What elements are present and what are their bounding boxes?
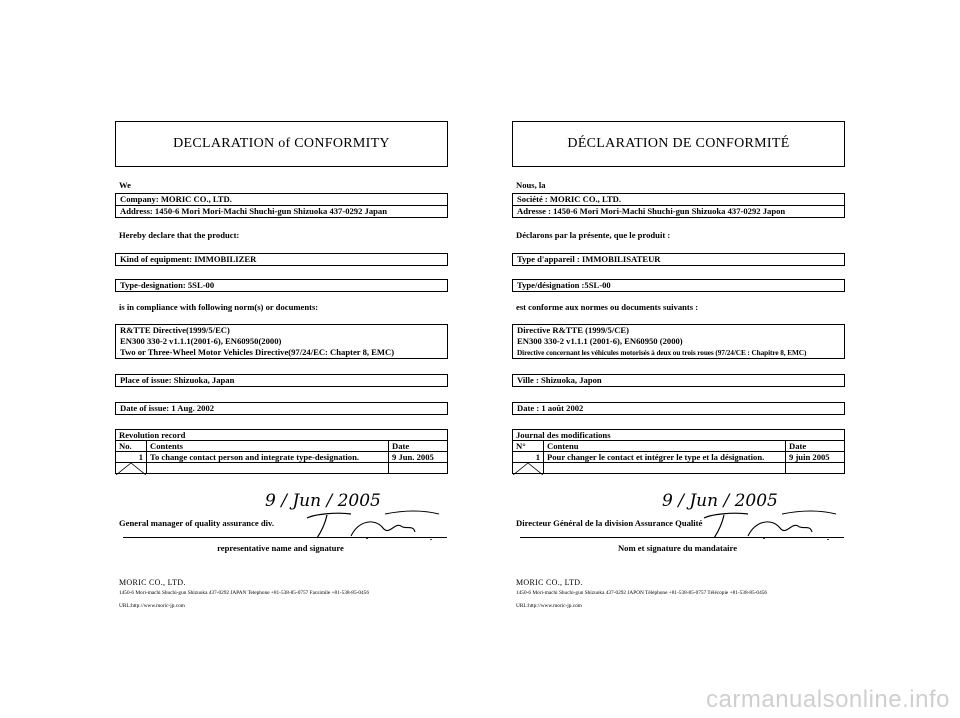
revision-table (512, 429, 845, 474)
column-header-no: No. (116, 441, 147, 452)
signature-date: 9 / Jun / 2005 (265, 491, 381, 511)
norms-box (512, 324, 845, 359)
revision-no: 1 (116, 452, 147, 463)
diagonal-mark (116, 463, 146, 475)
place-field: Ville : Shizuoka, Japon (517, 375, 602, 385)
column-header-date: Date (786, 441, 845, 452)
column-header-no: N° (513, 441, 544, 452)
type-field: Type/désignation :5SL-00 (517, 280, 611, 290)
table-row (513, 452, 845, 463)
table-row (116, 452, 448, 463)
type-box (512, 279, 845, 292)
we-label: We (119, 180, 131, 190)
revision-date: 9 Jun. 2005 (389, 452, 448, 463)
footer-company: MORIC CO., LTD. (119, 578, 186, 587)
watermark: carmanualsonline.info (706, 686, 950, 713)
revision-table (115, 429, 448, 474)
address-field: Adresse : 1450-6 Mori Mori-Machi Shuchi-gun Shizuoka 437-0292 Japon (513, 205, 844, 217)
revision-date: 9 juin 2005 (786, 452, 845, 463)
empty-no-cell (513, 463, 544, 474)
date-box (115, 402, 448, 415)
norm-item: EN300 330-2 v1.1.1 (2001-6), EN60950 (2000) (517, 336, 683, 346)
table-row-empty (513, 463, 845, 474)
revision-no: 1 (513, 452, 544, 463)
norm-item: R&TTE Directive(1999/5/EC) (120, 325, 230, 335)
norm-item: EN300 330-2 v1.1.1(2001-6), EN60950(2000) (120, 336, 282, 346)
gm-label: Directeur Général de la division Assurance Qualité (516, 518, 703, 528)
company-field: Company: MORIC CO., LTD. (120, 194, 232, 204)
signature-line (520, 537, 844, 538)
empty-no-cell (116, 463, 147, 474)
revision-content: Pour changer le contact et intégrer le type et la désignation. (544, 452, 786, 463)
diagonal-mark (513, 463, 543, 475)
column-header-contents: Contenu (544, 441, 786, 452)
date-field: Date : 1 août 2002 (517, 403, 584, 413)
place-box (512, 374, 845, 387)
norm-item: Directive R&TTE (1999/5/CE) (517, 325, 630, 335)
column-header-date: Date (389, 441, 448, 452)
kind-field: Type d'appareil : IMMOBILISATEUR (517, 254, 661, 264)
address-field: Address: 1450-6 Mori Mori-Machi Shuchi-gun Shizuoka 437-0292 Japan (116, 205, 447, 217)
norm-item: Directive concernant les véhicules motorisés à deux ou trois roues (97/24/CE : Chapitre 8, EMC) (517, 348, 807, 357)
page-title: DECLARATION of CONFORMITY (115, 121, 448, 167)
footer-url: URL:http://www.moric-jp.com (119, 603, 185, 609)
signature-caption: representative name and signature (217, 543, 344, 553)
footer-company: MORIC CO., LTD. (516, 578, 583, 587)
page-title: DÉCLARATION DE CONFORMITÉ (512, 121, 845, 167)
we-label: Nous, la (516, 180, 546, 190)
norm-item: Two or Three-Wheel Motor Vehicles Directive(97/24/EC: Chapter 8, EMC) (120, 347, 395, 357)
handwritten-signature (652, 488, 852, 540)
declare-text: Déclarons par la présente, que le produit : (516, 230, 671, 240)
compliance-text: est conforme aux normes ou documents suivants : (516, 302, 699, 312)
declare-text: Hereby declare that the product: (119, 230, 240, 240)
place-box (115, 374, 448, 387)
kind-field: Kind of equipment: IMMOBILIZER (120, 254, 257, 264)
gm-label: General manager of quality assurance div. (119, 518, 275, 528)
company-box (512, 193, 845, 218)
empty-content-cell (544, 463, 786, 474)
norms-box (115, 324, 448, 359)
place-field: Place of issue: Shizuoka, Japan (120, 375, 235, 385)
company-field: Société : MORIC CO., LTD. (517, 194, 621, 204)
footer-url: URL:http://www.moric-jp.com (516, 603, 582, 609)
revision-title: Revolution record (116, 430, 448, 441)
type-box (115, 279, 448, 292)
date-field: Date of issue: 1 Aug. 2002 (120, 403, 215, 413)
table-row-empty (116, 463, 448, 474)
type-field: Type-designation: 5SL-00 (120, 280, 215, 290)
empty-content-cell (147, 463, 389, 474)
compliance-text: is in compliance with following norm(s) or documents: (119, 302, 319, 312)
signature-date: 9 / Jun / 2005 (662, 491, 778, 511)
kind-box (512, 253, 845, 266)
handwritten-signature (255, 488, 455, 540)
revision-content: To change contact person and integrate type-designation. (147, 452, 389, 463)
revision-title: Journal des modifications (513, 430, 845, 441)
footer-address: 1450-6 Mori-machi Shuchi-gun Shizuoka 437-0292 JAPAN Telephone +81-538-85-0757 Facsimile +81-538-85-0456 (119, 590, 369, 596)
signature-line (123, 537, 447, 538)
company-box (115, 193, 448, 218)
empty-date-cell (389, 463, 448, 474)
date-box (512, 402, 845, 415)
signature-caption: Nom et signature du mandataire (617, 543, 738, 553)
column-header-contents: Contents (147, 441, 389, 452)
footer-address: 1450-6 Mori-machi Shuchi-gun Shizuoka 437-0292 JAPON Téléphone +81-538-85-0757 Télécopie +81-538-85-0456 (516, 590, 768, 596)
empty-date-cell (786, 463, 845, 474)
kind-box (115, 253, 448, 266)
